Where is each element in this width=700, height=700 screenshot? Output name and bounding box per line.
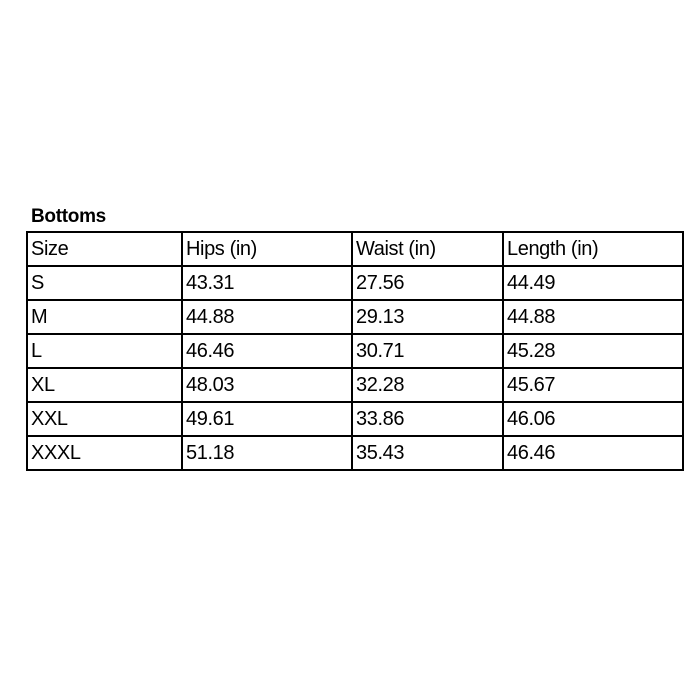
cell-hips: 51.18 [182,436,352,470]
cell-length: 44.49 [503,266,683,300]
header-length: Length (in) [503,232,683,266]
cell-size: L [27,334,182,368]
cell-waist: 30.71 [352,334,503,368]
cell-waist: 33.86 [352,402,503,436]
cell-length: 46.46 [503,436,683,470]
table-row [27,300,683,334]
table-row [27,368,683,402]
cell-length: 46.06 [503,402,683,436]
cell-size: M [27,300,182,334]
cell-waist: 29.13 [352,300,503,334]
cell-hips: 46.46 [182,334,352,368]
cell-hips: 43.31 [182,266,352,300]
cell-size: XXL [27,402,182,436]
header-hips: Hips (in) [182,232,352,266]
table-row [27,334,683,368]
cell-length: 45.67 [503,368,683,402]
cell-waist: 27.56 [352,266,503,300]
cell-length: 45.28 [503,334,683,368]
cell-hips: 49.61 [182,402,352,436]
table-row [27,266,683,300]
cell-size: S [27,266,182,300]
cell-waist: 32.28 [352,368,503,402]
header-size: Size [27,232,182,266]
header-waist: Waist (in) [352,232,503,266]
cell-size: XL [27,368,182,402]
cell-waist: 35.43 [352,436,503,470]
table-title: Bottoms [31,206,106,227]
cell-hips: 44.88 [182,300,352,334]
cell-hips: 48.03 [182,368,352,402]
cell-size: XXXL [27,436,182,470]
table-row [27,436,683,470]
cell-length: 44.88 [503,300,683,334]
table-row [27,402,683,436]
size-chart-table [26,231,684,471]
table-header-row [27,232,683,266]
